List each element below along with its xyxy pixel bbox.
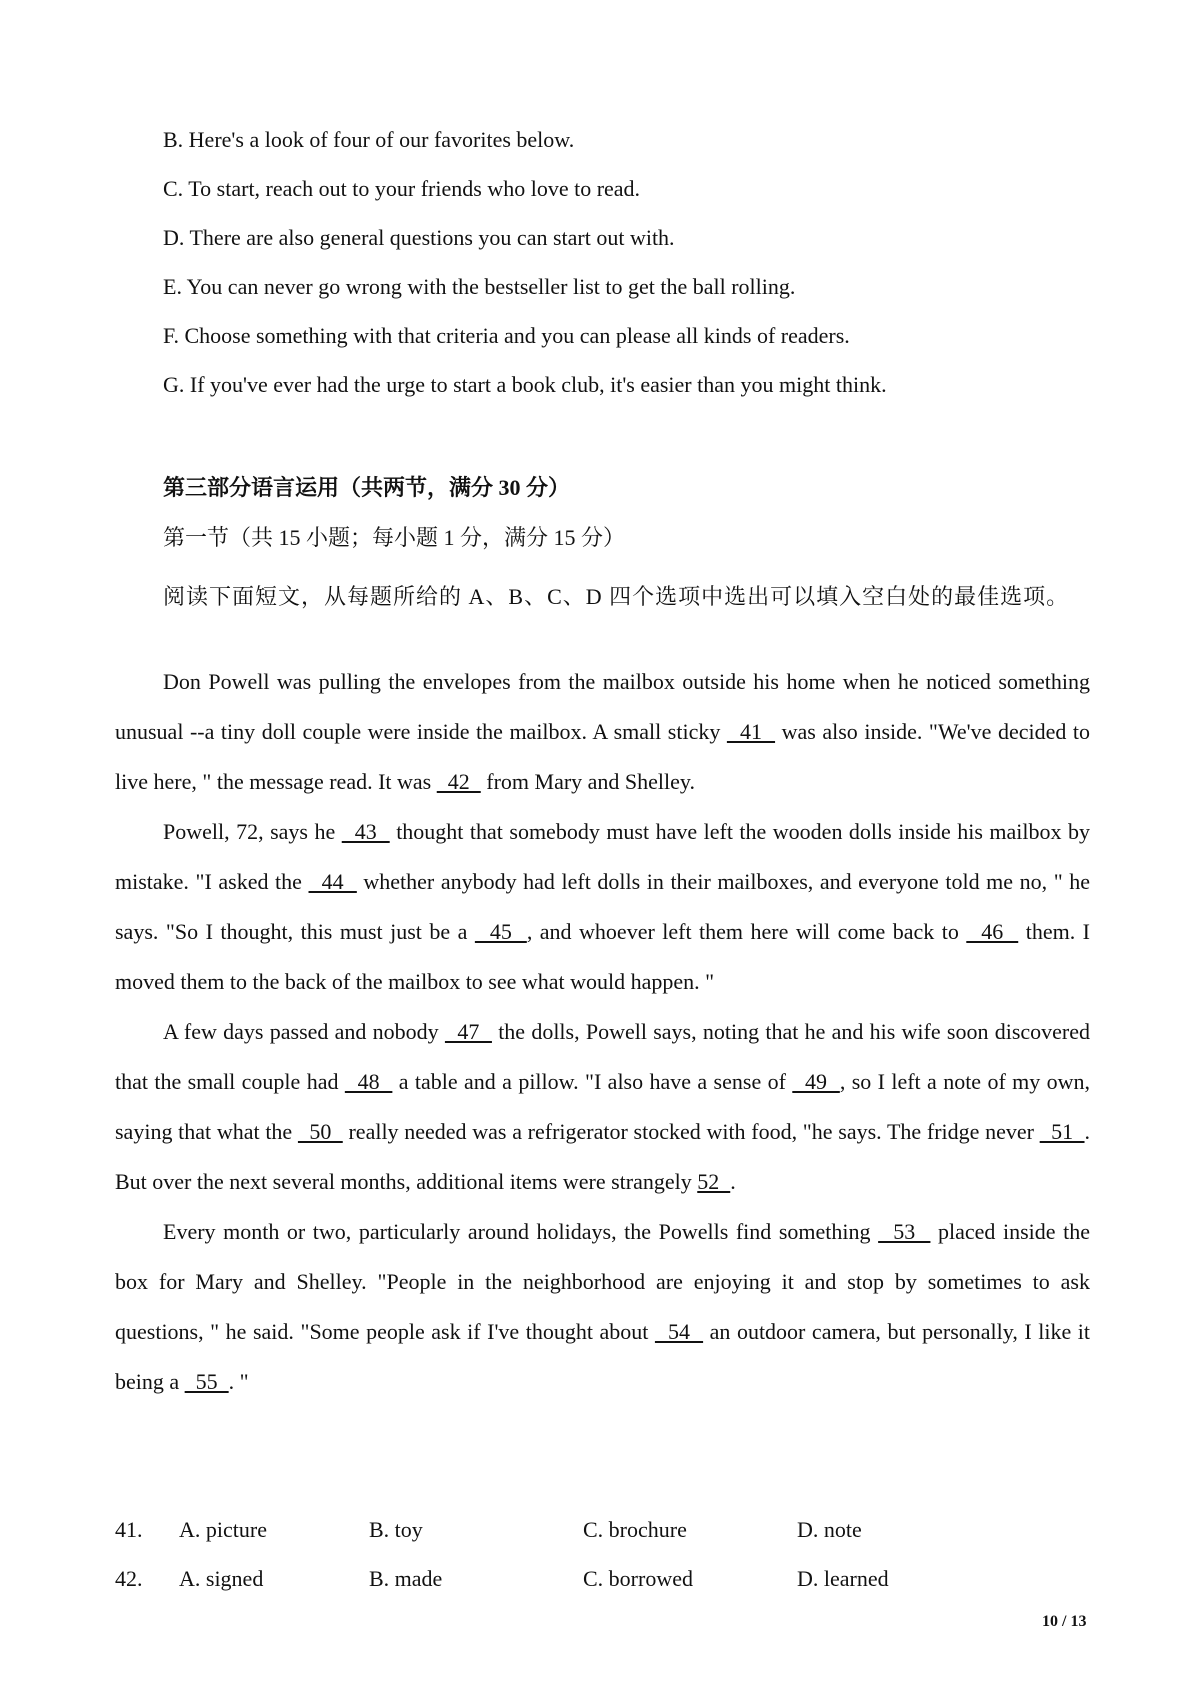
blank-53: 53 (878, 1219, 931, 1244)
paragraph-4 (115, 1207, 1090, 1407)
option-d: D. There are also general questions you can start out with. (163, 225, 675, 250)
blank-44: 44 (308, 869, 357, 894)
blank-54: 54 (654, 1319, 704, 1344)
text-run: Every month or two, particularly around holidays, the Powells find something (163, 1219, 879, 1244)
text-run: . (730, 1169, 736, 1194)
question-number: 41. (115, 1517, 143, 1542)
choice-a: A. signed (179, 1566, 264, 1591)
paragraph-2 (115, 807, 1090, 1007)
text-run: a table and a pillow. "I also have a sense of (392, 1069, 793, 1094)
choice-d: D. note (797, 1517, 862, 1542)
choice-b: B. toy (369, 1517, 423, 1542)
option-g: G. If you've ever had the urge to start a book club, it's easier than you might think. (163, 372, 887, 397)
blank-47: 47 (444, 1019, 492, 1044)
paragraph-1 (115, 657, 1090, 807)
blank-46: 46 (966, 919, 1019, 944)
option-b: B. Here's a look of four of our favorites below. (163, 127, 575, 152)
choice-b: B. made (369, 1566, 443, 1591)
text-run: from Mary and Shelley. (480, 769, 695, 794)
choice-d: D. learned (797, 1566, 889, 1591)
question-number: 42. (115, 1566, 143, 1591)
option-e: E. You can never go wrong with the bestseller list to get the ball rolling. (163, 274, 796, 299)
option-c: C. To start, reach out to your friends who love to read. (163, 176, 641, 201)
blank-48: 48 (344, 1069, 393, 1094)
text-run: them. I moved them to the back of the mailbox to see what would happen. " (115, 919, 1091, 994)
text-run: an outdoor camera, but personally, I like it being a (115, 1319, 1090, 1394)
cloze-passage (115, 657, 1090, 1407)
text-run: . " (228, 1369, 249, 1394)
section-title: 第三部分语言运用（共两节，满分 30 分） (163, 475, 571, 500)
text-run: Don Powell was pulling the envelopes from the mailbox outside his home when he noticed something unusual --a tiny doll couple were inside the mailbox. A small sticky (115, 669, 1090, 744)
text-run: Powell, 72, says he (163, 819, 342, 844)
blank-45: 45 (474, 919, 527, 944)
blank-41: 41 (726, 719, 776, 744)
text-run: whether anybody had left dolls in their mailboxes, and everyone told me no, " he says. "So I thought, this must just be a (115, 869, 1091, 944)
text-run: was also inside. "We've decided to live here, " the message read. It was (115, 719, 1091, 794)
blank-49: 49 (792, 1069, 840, 1094)
blank-50: 50 (297, 1119, 343, 1144)
option-f: F. Choose something with that criteria and you can please all kinds of readers. (163, 323, 850, 348)
choice-c: C. borrowed (583, 1566, 693, 1591)
text-run: , so I left a note of my own, saying that what the (115, 1069, 1091, 1144)
choice-c: C. brochure (583, 1517, 687, 1542)
section-subtitle: 第一节（共 15 小题；每小题 1 分，满分 15 分） (163, 525, 626, 550)
blank-42: 42 (436, 769, 481, 794)
instructions: 阅读下面短文，从每题所给的 A、B、C、D 四个选项中选出可以填入空白处的最佳选项。 (163, 584, 1070, 609)
text-run: thought that somebody must have left the wooden dolls inside his mailbox by mistake. "I asked the (115, 819, 1091, 894)
text-run: placed inside the box for Mary and Shelley. "People in the neighborhood are enjoying it and stop by sometimes to ask questions, " he said. "Some people ask if I've thought about (115, 1219, 1091, 1344)
blank-55: 55 (184, 1369, 229, 1394)
blank-52: 52 (697, 1169, 731, 1194)
blank-51: 51 (1039, 1119, 1085, 1144)
text-run: , and whoever left them here will come back to (526, 919, 967, 944)
choice-a: A. picture (179, 1517, 267, 1542)
paragraph-3 (115, 1007, 1090, 1207)
blank-43: 43 (341, 819, 390, 844)
text-run: really needed was a refrigerator stocked with food, "he says. The fridge never (342, 1119, 1040, 1144)
text-run: the dolls, Powell says, noting that he and his wife soon discovered that the small couple had (115, 1019, 1090, 1094)
text-run: A few days passed and nobody (163, 1019, 445, 1044)
text-run: . But over the next several months, additional items were strangely (115, 1119, 1091, 1194)
page-number: 10 / 13 (1042, 1613, 1087, 1630)
